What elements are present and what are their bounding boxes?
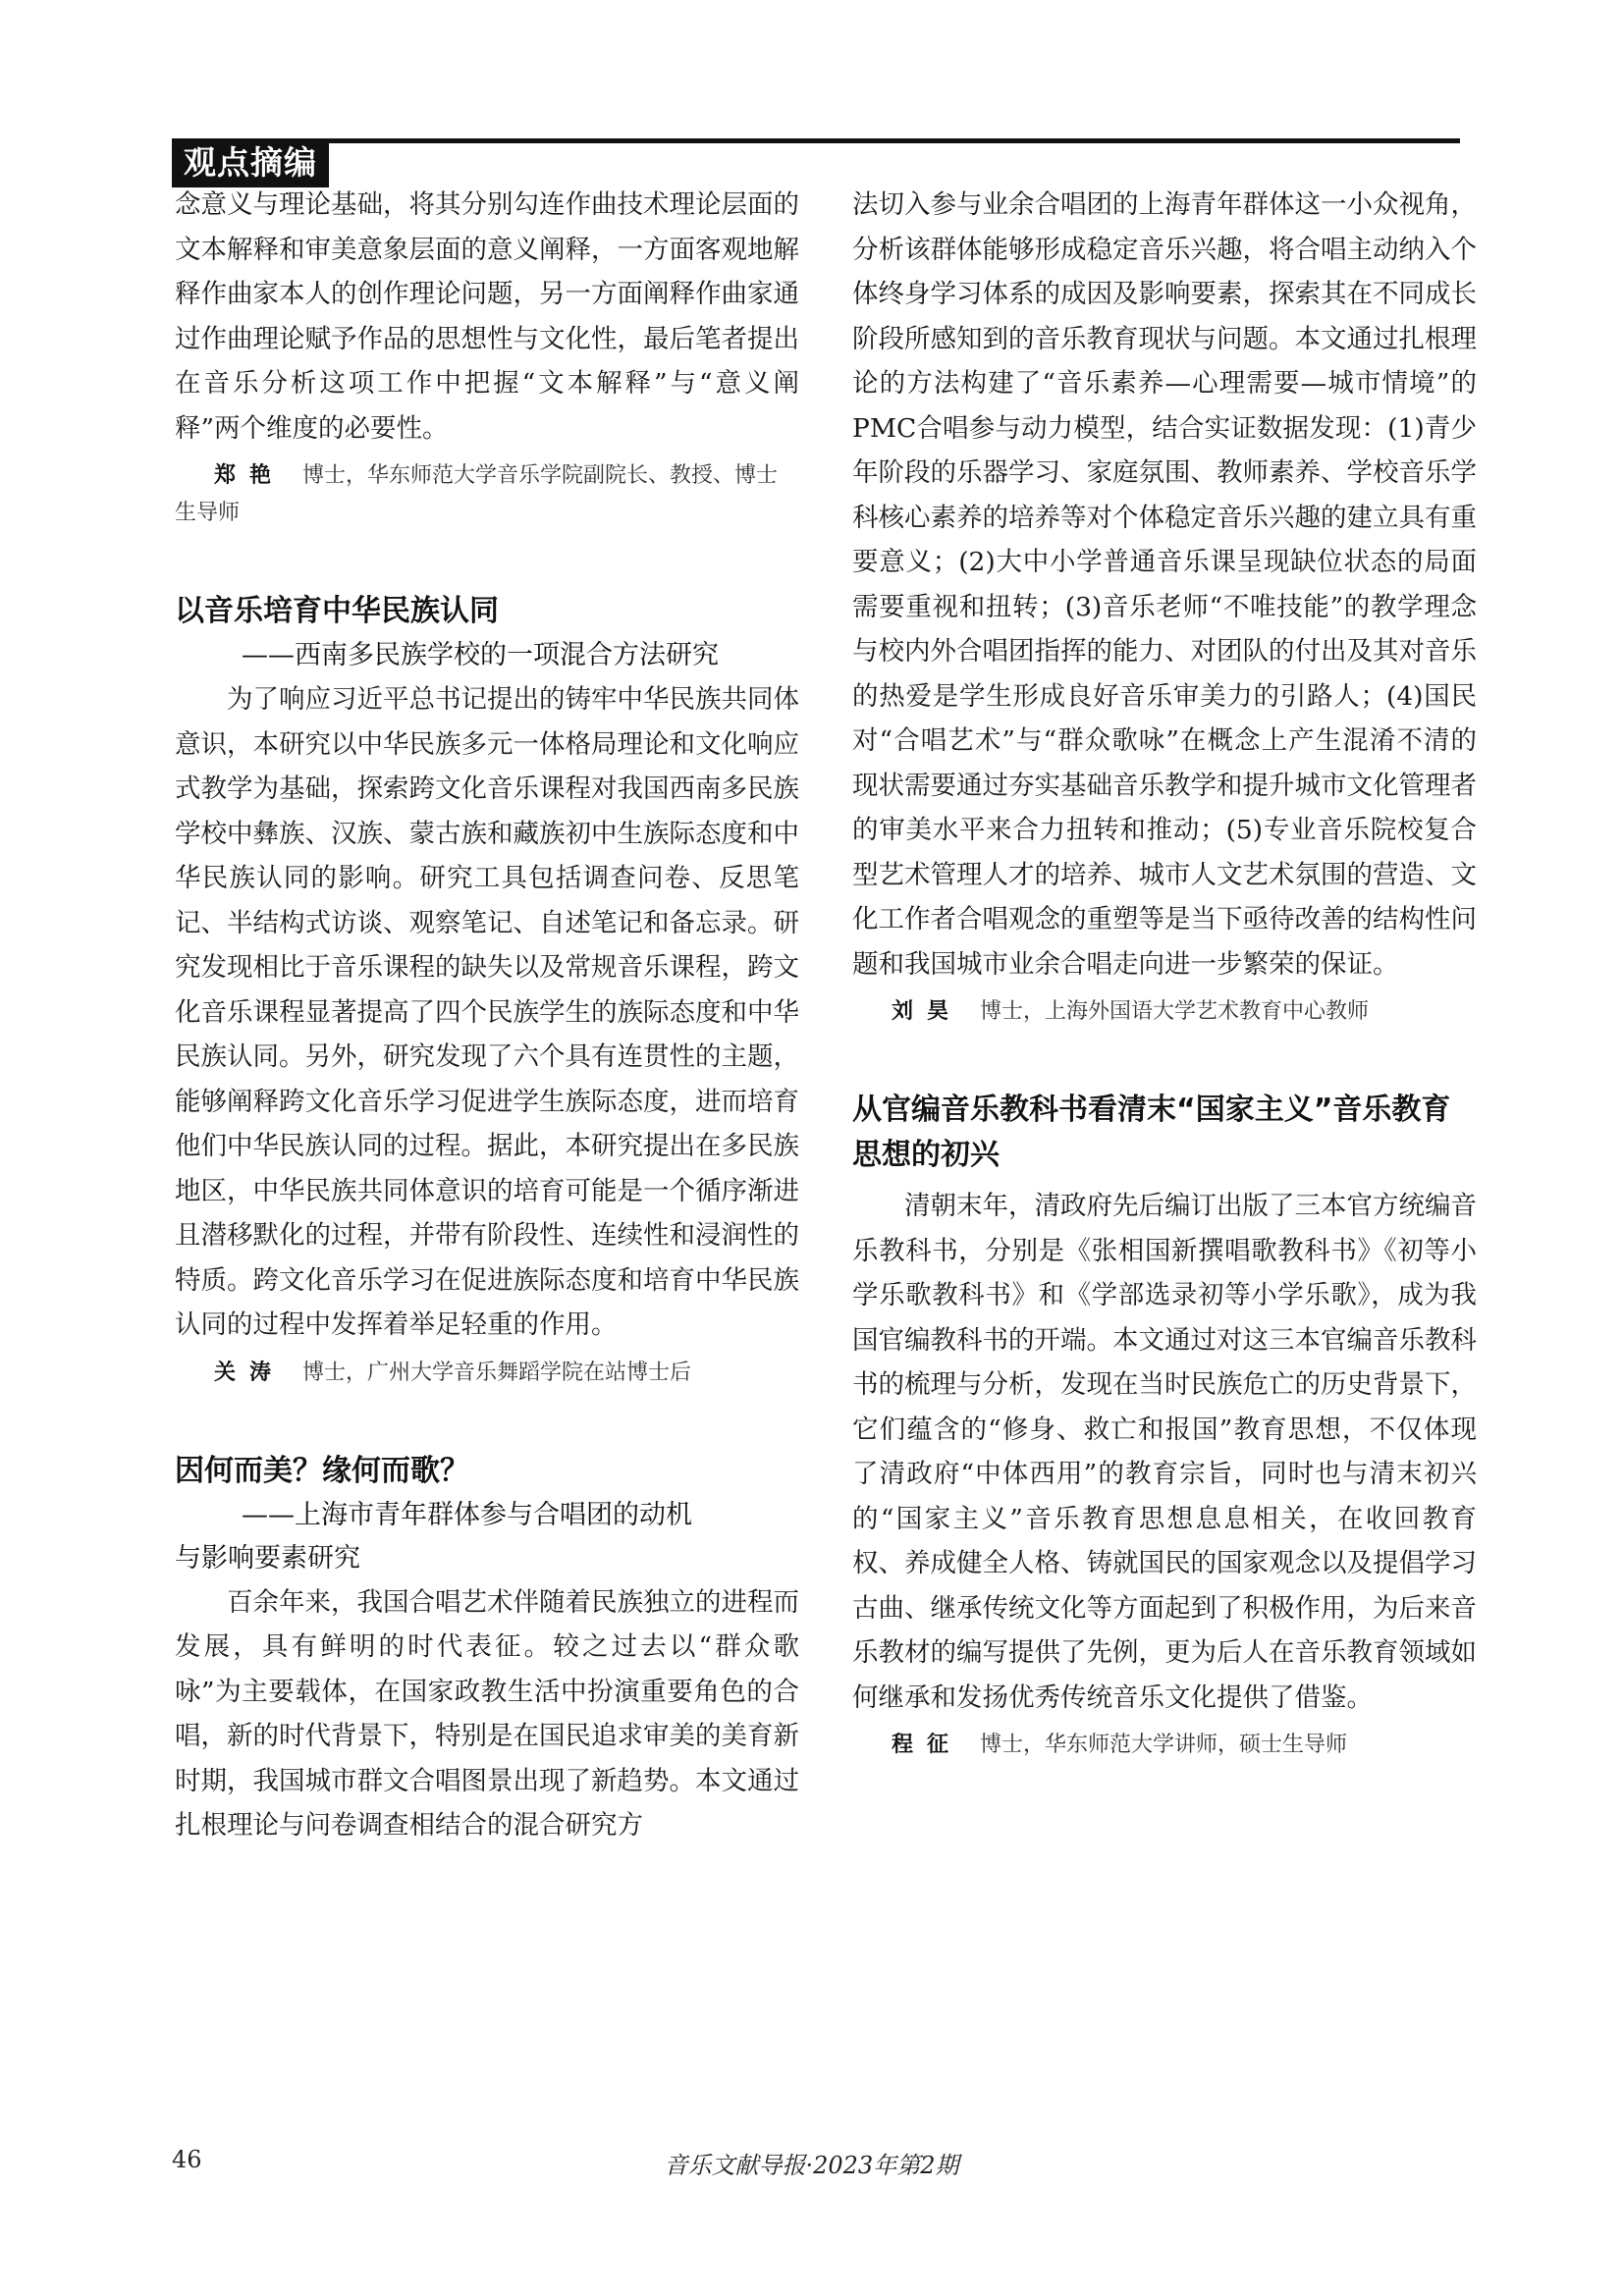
author-description: 博士，华东师范大学讲师，硕士生导师 (980, 1733, 1348, 1757)
author-name: 郑艳 (214, 463, 286, 488)
author-description: 博士，华东师范大学音乐学院副院长、教授、博士生导师 (175, 463, 779, 525)
article-abstract: 为了响应习近平总书记提出的铸牢中华民族共同体意识，本研究以中华民族多元一体格局理论和文化响应式教学为基础，探索跨文化音乐课程对我国西南多民族学校中彝族、汉族、蒙古族和藏族初中生族际态度和中华民族认同的影响。研究工具包括调查问卷、反思笔记、半结构式访谈、观察笔记、自述笔记和备忘录。研究发现相比于音乐课程的缺失以及常规音乐课程，跨文化音乐课程显著提高了四个民族学生的族际态度和中华民族认同。另外，研究发现了六个具有连贯性的主题，能够阐释跨文化音乐学习促进学生族际态度，进而培育他们中华民族认同的过程。据此，本研究提出在多民族地区，中华民族共同体意识的培育可能是一个循序渐进且潜移默化的过程，并带有阶段性、连续性和浸润性的特质。跨文化音乐学习在促进族际态度和培育中华民族认同的过程中发挥着举足轻重的作用。 (175, 684, 799, 1340)
author-description: 博士，上海外国语大学艺术教育中心教师 (980, 999, 1370, 1024)
article-abstract: 百余年来，我国合唱艺术伴随着民族独立的进程而发展，具有鲜明的时代表征。较之过去以“群众歌咏”为主要载体，在国家政教生活中扮演重要角色的合唱，新的时代背景下，特别是在国民追求审美的美育新时期，我国城市群文合唱图景出现了新趋势。本文通过扎根理论与问卷调查相结合的混合研究方 (175, 1586, 799, 1841)
right-column (852, 183, 1477, 1764)
author-name: 程征 (892, 1733, 963, 1757)
page-number: 46 (172, 2146, 202, 2173)
continued-paragraph: 念意义与理论基础，将其分别勾连作曲技术理论层面的文本解释和审美意象层面的意义阐释，一方面客观地解释作曲家本人的创作理论问题，另一方面阐释作曲家通过作曲理论赋予作品的思想性与文化性，最后笔者提出在音乐分析这项工作中把握“文本解释”与“意义阐释”两个维度的必要性。 (175, 189, 799, 444)
header-rule (172, 138, 1460, 143)
article-abstract-continued: 法切入参与业余合唱团的上海青年群体这一小众视角，分析该群体能够形成稳定音乐兴趣，将合唱主动纳入个体终身学习体系的成因及影响要素，探索其在不同成长阶段所感知到的音乐教育现状与问题。本文通过扎根理论的方法构建了“音乐素养—心理需要—城市情境”的PMC合唱参与动力模型，结合实证数据发现：(1)青少年阶段的乐器学习、家庭氛围、教师素养、学校音乐学科核心素养的培养等对个体稳定音乐兴趣的建立具有重要意义；(2)大中小学普通音乐课呈现缺位状态的局面需要重视和扭转；(3)音乐老师“不唯技能”的教学理念与校内外合唱团指挥的能力、对团队的付出及其对音乐的热爱是学生形成良好音乐审美力的引路人；(4)国民对“合唱艺术”与“群众歌咏”在概念上产生混淆不清的现状需要通过夯实基础音乐教学和提升城市文化管理者的审美水平来合力扭转和推动；(5)专业音乐院校复合型艺术管理人才的培养、城市人文艺术氛围的营造、文化工作者合唱观念的重塑等是当下亟待改善的结构性问题和我国城市业余合唱走向进一步繁荣的保证。 (852, 189, 1477, 980)
left-column (175, 183, 799, 1848)
author-line (852, 993, 1477, 1031)
article-title: 因何而美？缘何而歌？ (175, 1453, 469, 1488)
article-title: 以音乐培育中华民族认同 (175, 594, 499, 628)
article-subtitle-continued: 与影响要素研究 (175, 1542, 360, 1574)
author-line (175, 1355, 799, 1392)
author-description: 博士，广州大学音乐舞蹈学院在站博士后 (302, 1360, 692, 1385)
article-abstract: 清朝末年，清政府先后编订出版了三本官方统编音乐教科书，分别是《张相国新撰唱歌教科书》《初等小学乐歌教科书》和《学部选录初等小学乐歌》，成为我国官编教科书的开端。本文通过对这三本官编音乐教科书的梳理与分析，发现在当时民族危亡的历史背景下，它们蕴含的“修身、救亡和报国”教育思想，不仅体现了清政府“中体西用”的教育宗旨，同时也与清末初兴的“国家主义”音乐教育思想息息相关，在收回教育权、养成健全人格、铸就国民的国家观念以及提倡学习古曲、继承传统文化等方面起到了积极作用，为后来音乐教材的编写提供了先例，更为后人在音乐教育领域如何继承和发扬优秀传统音乐文化提供了借鉴。 (852, 1191, 1477, 1713)
author-line (175, 457, 799, 532)
author-name: 刘昊 (892, 999, 963, 1024)
article-title: 从官编音乐教科书看清末“国家主义”音乐教育思想的初兴 (852, 1093, 1451, 1172)
author-line (852, 1727, 1477, 1764)
section-label: 观点摘编 (172, 138, 329, 187)
journal-footer: 音乐文献导报·2023年第2期 (664, 2152, 959, 2179)
author-name: 关涛 (214, 1360, 286, 1385)
article-subtitle: ——西南多民族学校的一项混合方法研究 (242, 640, 719, 670)
article-subtitle: ——上海市青年群体参与合唱团的动机 (242, 1499, 692, 1530)
